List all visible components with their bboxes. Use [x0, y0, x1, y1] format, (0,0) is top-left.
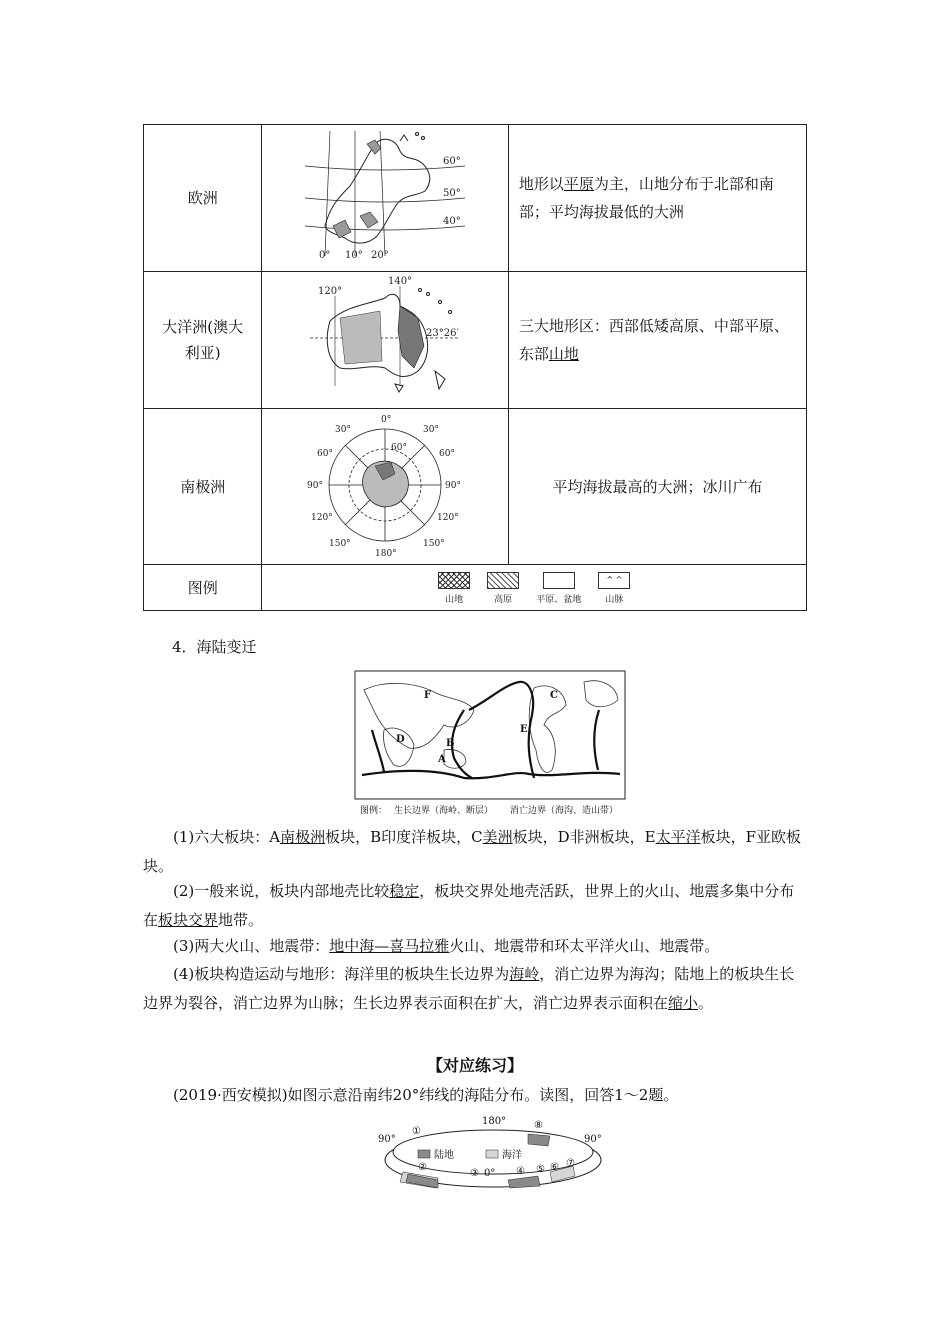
terrain-description: [508, 125, 806, 272]
polar-label: 120°: [437, 512, 459, 523]
desc-answer: 山地: [548, 345, 579, 363]
desc-text: 地形以: [518, 175, 564, 193]
polar-label: 30°: [423, 424, 440, 435]
legend-text: 高原: [494, 595, 513, 605]
answer: 太平洋: [655, 828, 701, 846]
lat-label: 23°26′: [426, 327, 459, 339]
polar-label: 120°: [311, 512, 333, 523]
continent-name: [144, 272, 262, 409]
legend-items: [262, 565, 807, 611]
answer: 缩小: [668, 994, 699, 1012]
plate-letter: F: [424, 690, 432, 701]
lon-label: 10°: [345, 250, 363, 261]
legend-plateau: [487, 570, 519, 605]
text: 地带。: [218, 911, 264, 929]
plate-letter: E: [520, 724, 528, 735]
desc-text: 为主，山地分布于北部和南部；平均海拔最低的大洲: [518, 175, 774, 221]
table-row-antarctica: [144, 409, 807, 565]
legend-text: 山脉: [605, 595, 624, 605]
continent-terrain-table: [143, 124, 807, 611]
polar-label: 30°: [335, 424, 352, 435]
answer: 海岭: [509, 965, 540, 983]
desc-text: 三大地形区：西部低矮高原、中部平原、东部: [518, 317, 789, 363]
ring-legend: 陆地: [434, 1150, 454, 1161]
continent-name: 欧洲: [144, 125, 262, 272]
map-caption-spread: 生长边界（海岭、断层）: [394, 806, 494, 816]
polar-label: 150°: [329, 538, 351, 549]
polar-label: 90°: [445, 480, 462, 491]
oceania-map-cell: [262, 272, 508, 409]
ring-num: ③: [470, 1168, 479, 1179]
lon-label: 120°: [318, 285, 343, 297]
text: ，消亡边界为海沟；陆地上的板块生长边界为裂谷，消亡边界为山脉；生长边界表示面积在扩大，消亡边界表示面积在: [143, 965, 795, 1012]
lon-label: 0°: [319, 250, 331, 261]
map-caption-sub: 消亡边界（海沟、造山带）: [510, 806, 619, 816]
paragraph-1: [143, 823, 807, 881]
table-row-europe: [144, 125, 807, 272]
polar-label: 60°: [391, 442, 408, 453]
polar-label: 60°: [439, 448, 456, 459]
polar-label: 150°: [423, 538, 445, 549]
practice-heading: 【对应练习】: [426, 1056, 523, 1075]
lat-label: 40°: [443, 216, 461, 227]
map-caption: 图例：: [360, 806, 388, 816]
ring-num: ⑧: [534, 1120, 543, 1131]
polar-label: 60°: [317, 448, 334, 459]
answer: 地中海—喜马拉雅: [329, 937, 450, 955]
terrain-description: [508, 272, 806, 409]
plate-letter: A: [438, 754, 446, 765]
text: (3)两大火山、地震带：: [173, 937, 330, 955]
legend-label: 图例: [144, 565, 262, 611]
answer: 美洲: [482, 828, 513, 846]
text: 火山、地震带和环太平洋火山、地震带。: [449, 937, 720, 955]
polar-label: 90°: [307, 480, 324, 491]
section-title: 4．海陆变迁: [172, 638, 257, 656]
text: 。: [698, 994, 714, 1012]
continent-name: 南极洲: [144, 409, 262, 565]
practice-intro: (2019·西安模拟)如图示意沿南纬20°纬线的海陆分布。读图，回答1～2题。: [173, 1086, 679, 1104]
lat-label: 60°: [443, 156, 461, 167]
polar-label: 180°: [375, 548, 397, 559]
ring-num: ⑤: [536, 1164, 545, 1175]
text: (2)一般来说，板块内部地壳比较: [173, 882, 390, 900]
plate-letter: D: [396, 734, 405, 745]
lon-label: 20°: [371, 250, 389, 261]
table-row-legend: [144, 565, 807, 611]
ring-num: ②: [418, 1162, 427, 1173]
text: (1)六大板块：A: [173, 828, 281, 846]
answer: 南极洲: [280, 828, 326, 846]
paragraph-2: [143, 877, 807, 935]
ring-label: 180°: [482, 1116, 507, 1127]
plate-letter: C: [550, 690, 558, 701]
text: (4)板块构造运动与地形：海洋里的板块生长边界为: [173, 965, 510, 983]
plate-tectonics-map: [354, 670, 626, 818]
legend-range: ^ ^ 山脉: [598, 570, 630, 605]
antarctica-polar-map: [305, 410, 465, 560]
ring-legend: 海洋: [502, 1150, 522, 1161]
ring-label: 0°: [484, 1168, 496, 1179]
text: ，板块交界处地壳活跃，世界上的火山、地震多集中分布在: [143, 882, 795, 929]
answer: 稳定: [389, 882, 420, 900]
europe-map-cell: [262, 125, 508, 272]
ring-label: 90°: [378, 1134, 396, 1145]
legend-plain: [536, 570, 581, 605]
legend-mountain: [438, 570, 470, 605]
lon-label: 140°: [388, 275, 413, 287]
antarctica-map-cell: [262, 409, 508, 565]
plate-letter: B: [446, 738, 455, 749]
paragraph-3: [143, 932, 807, 961]
europe-terrain-map: [305, 126, 465, 266]
australia-terrain-map: [300, 276, 470, 401]
legend-text: 平原、盆地: [536, 595, 582, 605]
legend-text: 山地: [445, 595, 464, 605]
ring-num: ④: [516, 1166, 525, 1177]
latitude-ring-diagram: [378, 1112, 608, 1196]
desc-answer: 平原: [563, 175, 594, 193]
continent-name-text: 大洋洲(澳大利亚): [162, 318, 244, 362]
answer: 板块交界: [158, 911, 219, 929]
lat-label: 50°: [443, 188, 461, 199]
text: 板块，D非洲板块，E: [512, 828, 656, 846]
polar-label: 0°: [381, 414, 392, 425]
text: 板块，B印度洋板块，C: [325, 828, 483, 846]
terrain-description: 平均海拔最高的大洲；冰川广布: [508, 409, 806, 565]
text: 板块，F亚欧板块。: [143, 828, 802, 875]
ring-label: 90°: [584, 1134, 602, 1145]
paragraph-4: [143, 960, 807, 1018]
table-row-oceania: [144, 272, 807, 409]
ring-num: ⑥: [550, 1162, 559, 1173]
ring-num: ⑦: [566, 1158, 575, 1169]
ring-num: ①: [412, 1126, 421, 1137]
